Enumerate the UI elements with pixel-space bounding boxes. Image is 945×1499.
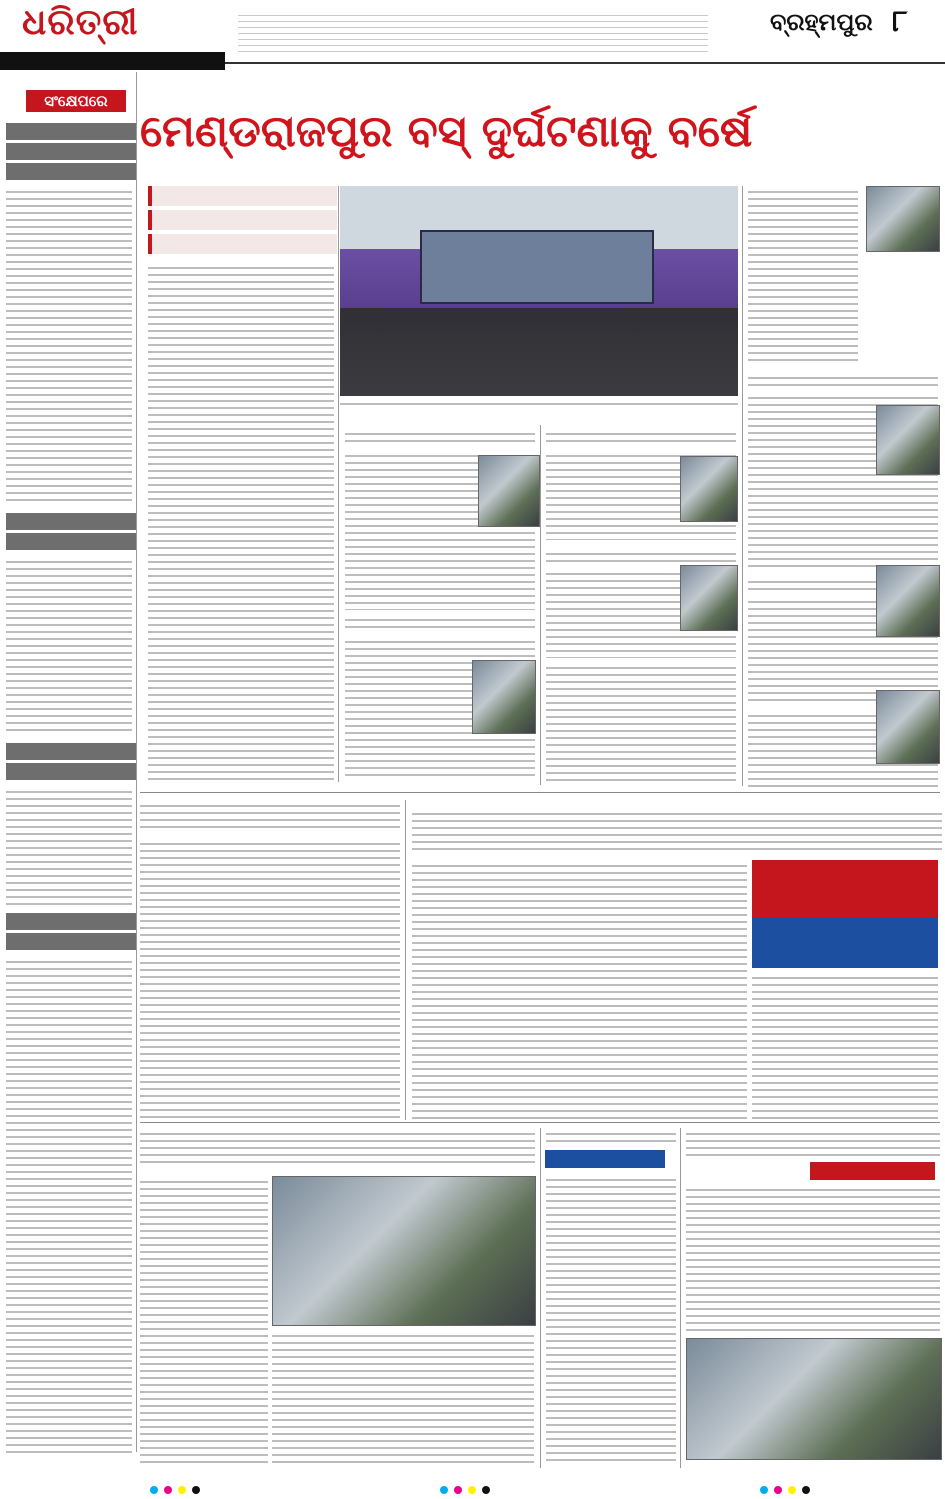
person-photo — [876, 565, 940, 637]
registration-mark — [760, 1486, 768, 1494]
story-headline — [140, 1128, 535, 1168]
briefs-label — [26, 90, 126, 112]
date-bar — [0, 52, 225, 70]
photo-caption — [340, 398, 738, 408]
sub-headline — [546, 548, 736, 562]
brief-text — [6, 186, 132, 506]
briefs-label-text: ସଂକ୍ଷେପରେ — [44, 92, 108, 110]
brief-text — [6, 556, 132, 736]
registration-mark — [178, 1486, 186, 1494]
story-tag — [810, 1162, 935, 1180]
registration-mark — [482, 1486, 490, 1494]
section-rule — [140, 1122, 940, 1123]
column-rule — [680, 1128, 681, 1468]
story-tag — [545, 1150, 665, 1168]
person-photo — [472, 660, 536, 734]
brief-text — [6, 786, 132, 906]
column-rule — [742, 186, 743, 786]
story-text — [140, 1176, 268, 1466]
registration-mark — [192, 1486, 200, 1494]
story-headline — [140, 800, 400, 832]
section-rule — [140, 792, 940, 793]
sub-story-text — [546, 662, 736, 782]
story-bullet — [148, 186, 337, 206]
story-text — [752, 972, 938, 1120]
registration-mark — [440, 1486, 448, 1494]
story-bullet — [148, 234, 337, 254]
person-photo — [680, 565, 738, 631]
sub-headline — [748, 372, 938, 386]
person-photo — [680, 456, 738, 522]
registration-mark — [468, 1486, 476, 1494]
registration-mark — [788, 1486, 796, 1494]
drain-photo — [686, 1338, 942, 1460]
story-text — [140, 838, 400, 1118]
registration-mark — [454, 1486, 462, 1494]
brief-headline — [6, 740, 136, 780]
column-rule — [540, 425, 541, 785]
story-headline — [412, 808, 942, 852]
sub-story-text — [748, 186, 858, 366]
newspaper-logo: ଧରିତ୍ରୀ — [22, 2, 139, 43]
story-text — [272, 1330, 534, 1466]
column-rule — [540, 1128, 541, 1468]
highlight-box — [752, 860, 938, 918]
top-teaser-strip — [238, 10, 708, 52]
sub-headline — [345, 428, 535, 442]
family-photo — [866, 186, 940, 252]
story-headline — [686, 1128, 940, 1158]
registration-mark — [150, 1486, 158, 1494]
story-headline — [546, 1128, 676, 1146]
story-text — [546, 1174, 676, 1466]
sub-headline — [546, 428, 736, 442]
story-bullet — [148, 210, 337, 230]
page-number: ୮ — [892, 4, 908, 39]
brief-headline — [6, 510, 136, 550]
registration-mark — [164, 1486, 172, 1494]
person-photo — [876, 690, 940, 764]
column-rule — [338, 186, 339, 782]
bus-window — [420, 230, 654, 304]
brief-text — [6, 956, 132, 1456]
classroom-photo — [272, 1176, 536, 1326]
brief-headline — [6, 910, 136, 950]
sub-headline — [345, 614, 535, 628]
main-headline: ମେଣ୍ଡରାଜପୁର ବସ୍ ଦୁର୍ଘଟଣାକୁ ବର୍ଷେ — [140, 106, 753, 157]
registration-mark — [774, 1486, 782, 1494]
person-photo — [478, 455, 540, 527]
story-text — [686, 1184, 940, 1334]
story-text — [412, 860, 747, 1120]
person-photo — [876, 405, 940, 475]
main-story-text — [148, 262, 334, 782]
registration-mark — [802, 1486, 810, 1494]
brief-headline — [6, 120, 136, 180]
column-rule — [405, 800, 406, 1120]
section-name: ବ୍ରହ୍ମପୁର — [770, 8, 873, 36]
highlight-box — [752, 918, 938, 968]
